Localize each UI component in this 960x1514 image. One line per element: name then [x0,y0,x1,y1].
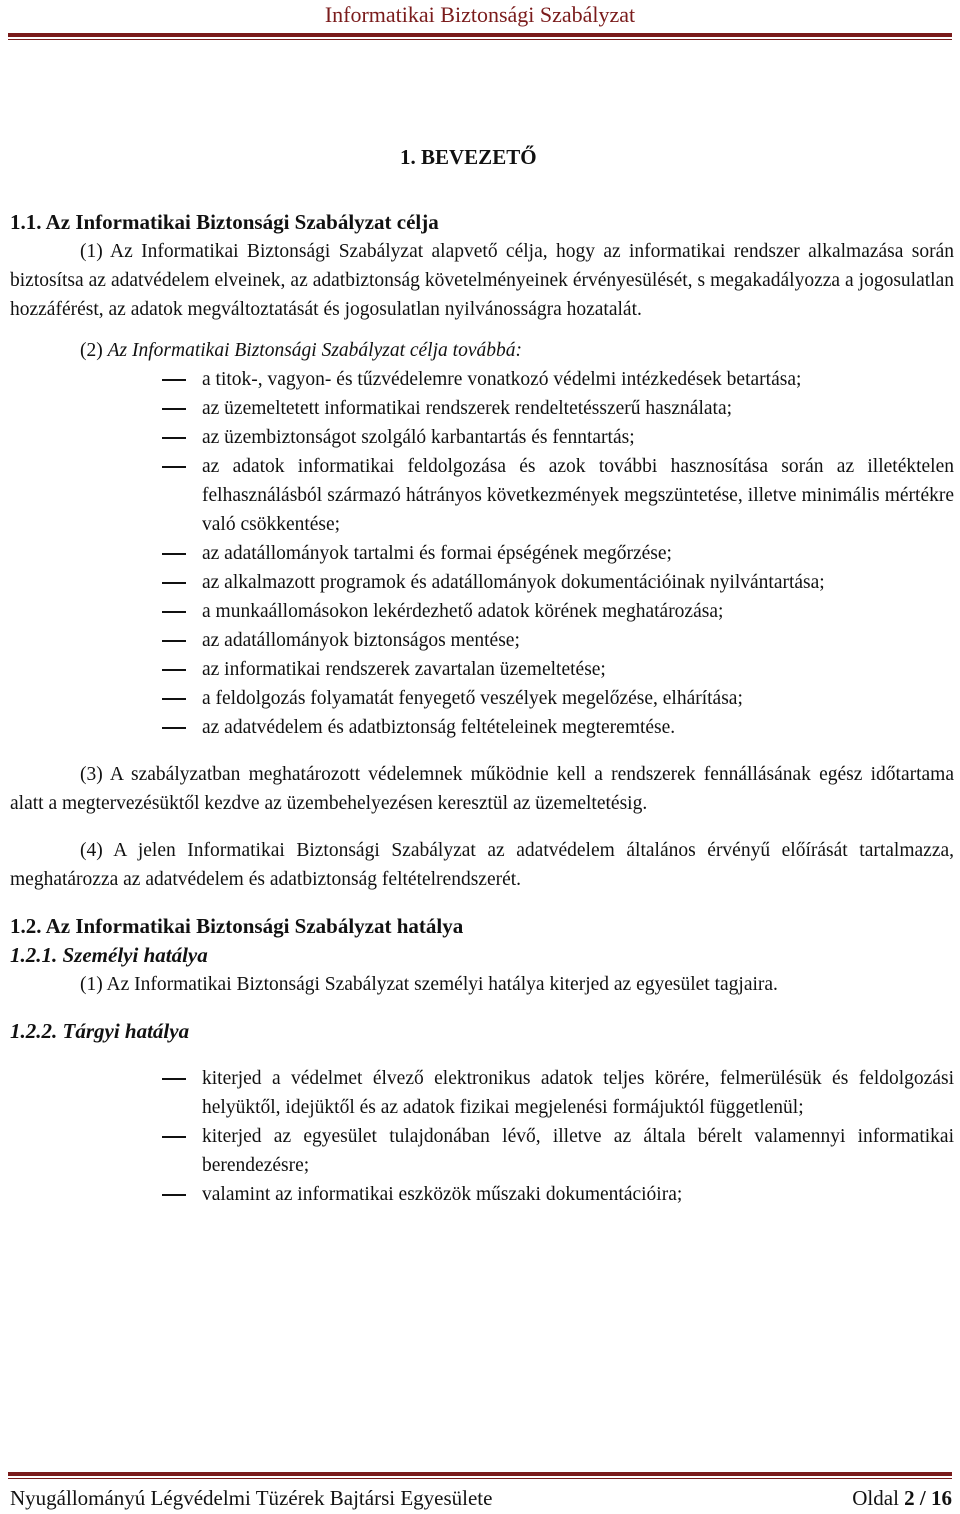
chapter-title: 1. BEVEZETŐ [400,145,537,169]
list-item: a feldolgozás folyamatát fenyegető veszélyek megelőzése, elhárítása; [202,684,954,713]
list-item: kiterjed az egyesület tulajdonában lévő, illetve az általa bérelt valamennyi informatikai berendezésre; [202,1122,954,1180]
section-heading-1-1: 1.1. Az Informatikai Biztonsági Szabályzat célja [10,210,439,234]
list-item: az adatállományok biztonságos mentése; [202,626,954,655]
list-item: az informatikai rendszerek zavartalan üzemeltetése; [202,655,954,684]
paragraph-2-text: Az Informatikai Biztonsági Szabályzat célja továbbá: [107,340,522,361]
page-separator: / [914,1486,931,1510]
scope-list [10,1064,954,1209]
dash-bullet-icon [162,466,186,468]
dash-bullet-icon [162,611,186,613]
dash-bullet-icon [162,1136,186,1138]
list-item: az üzemeltetett informatikai rendszerek rendeltetésszerű használata; [202,394,954,423]
page-current: 2 [904,1486,915,1510]
footer-rule [8,1472,952,1476]
dash-bullet-icon [162,379,186,381]
document-body [10,208,954,1209]
subsection-heading-1-2-1: 1.2.1. Személyi hatálya [10,943,208,967]
list-item: valamint az informatikai eszközök műszaki dokumentációira; [202,1180,954,1209]
paragraph-1: (1) Az Informatikai Biztonsági Szabályzat alapvető célja, hogy az informatikai rendszer alkalmazása során biztosítsa az adatvédelem elveinek, az adatbiztonság követelményeinek érvényesülését, s megakadályozza a jogosulatlan hozzáférést, az adatok megváltoztatását és jogosulatlan nyilvánosságra hozatalát. [10,241,954,320]
list-item: kiterjed a védelmet élvező elektronikus adatok teljes körére, felmerülésük és feldolgozási helyüktől, idejüktől és az adatok fizikai megjelenési formájuktól függetlenül; [202,1064,954,1122]
dash-bullet-icon [162,640,186,642]
dash-bullet-icon [162,582,186,584]
list-item: az üzembiztonságot szolgáló karbantartás és fenntartás; [202,423,954,452]
list-item: az adatok informatikai feldolgozása és azok további hasznosítása során az illetéktelen felhasználásból származó hátrányos következmények megszüntetése, illetve minimális mértékre való csökkentése; [202,452,954,539]
dash-bullet-icon [162,437,186,439]
paragraph-3: (3) A szabályzatban meghatározott védelemnek működnie kell a rendszerek fennállásának egész időtartama alatt a megtervezésüktől kezdve az üzembehelyezésen keresztül az üzemeltetésig. [10,764,954,814]
dash-bullet-icon [162,1078,186,1080]
paragraph-2-number: (2) [80,340,108,361]
footer-rule-thin [8,1478,952,1479]
subsection-heading-1-2-2: 1.2.2. Tárgyi hatálya [10,1019,190,1043]
dash-bullet-icon [162,408,186,410]
page-number [852,1486,952,1511]
dash-bullet-icon [162,553,186,555]
list-item: az adatvédelem és adatbiztonság feltételeinek megteremtése. [202,713,954,742]
page-total: 16 [931,1486,952,1510]
paragraph-4: (4) A jelen Informatikai Biztonsági Szabályzat az adatvédelem általános érvényű előírását tartalmazza, meghatározza az adatvédelem és adatbiztonság feltételrendszerét. [10,840,954,890]
dash-bullet-icon [162,1194,186,1196]
dash-bullet-icon [162,669,186,671]
section-heading-1-2: 1.2. Az Informatikai Biztonsági Szabályzat hatálya [10,914,464,938]
list-item: az alkalmazott programok és adatállományok dokumentációinak nyilvántartása; [202,568,954,597]
list-item: a munkaállomásokon lekérdezhető adatok körének meghatározása; [202,597,954,626]
paragraph-2-intro [80,336,954,365]
list-item: a titok-, vagyon- és tűzvédelemre vonatkozó védelmi intézkedések betartása; [202,365,954,394]
dash-bullet-icon [162,698,186,700]
footer-organization: Nyugállományú Légvédelmi Tüzérek Bajtársi Egyesülete [10,1486,493,1510]
running-header: Informatikai Biztonsági Szabályzat [324,2,636,27]
header-rule [8,33,952,37]
goals-list [10,365,954,742]
personal-scope-paragraph: (1) Az Informatikai Biztonsági Szabályzat személyi hatálya kiterjed az egyesület tagjaira. [80,974,778,995]
header-rule-thin [8,39,952,40]
list-item: az adatállományok tartalmi és formai épségének megőrzése; [202,539,954,568]
page-label: Oldal [852,1486,905,1510]
dash-bullet-icon [162,727,186,729]
